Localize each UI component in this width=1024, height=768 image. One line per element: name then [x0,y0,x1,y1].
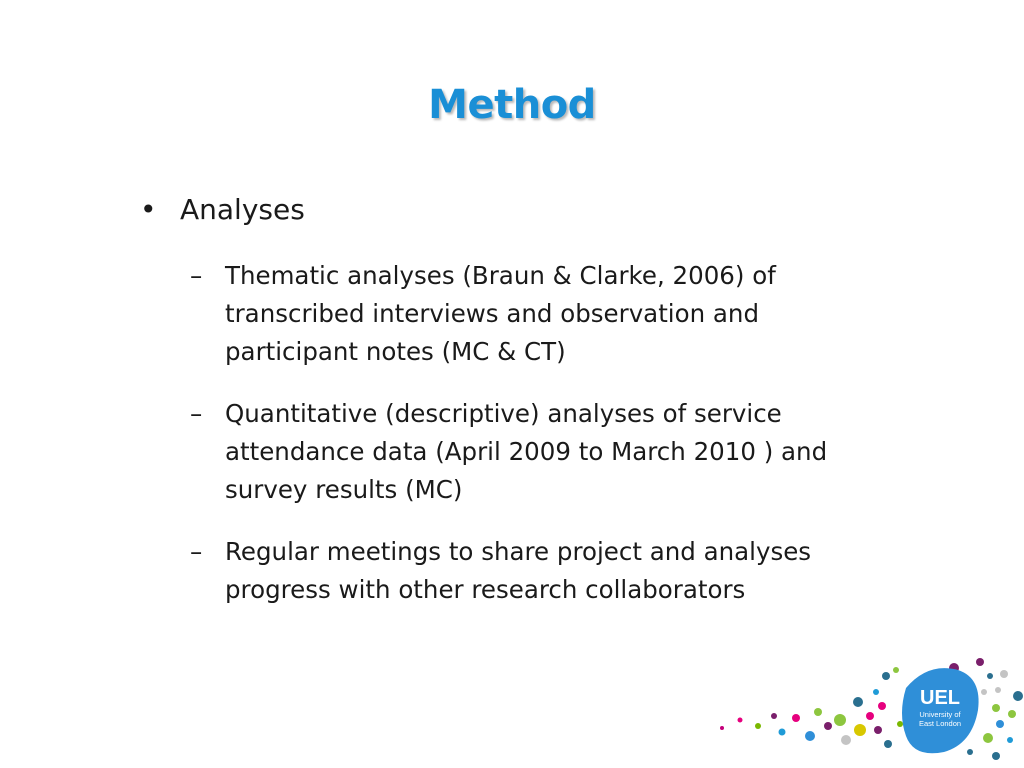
confetti-dot [866,712,874,720]
confetti-dot [779,729,786,736]
confetti-dot [853,697,863,707]
confetti-dot [814,708,822,716]
confetti-dot [792,714,800,722]
confetti-dot [824,722,832,730]
subitem-line: participant notes (MC & CT) [225,337,566,366]
subitem-line: Regular meetings to share project and analyses [225,537,812,566]
uel-logo-subtitle-line1: University of [919,710,961,719]
confetti-dot [805,731,815,741]
confetti-dot [834,714,846,726]
confetti-dot [841,735,851,745]
confetti-dot [1007,737,1013,743]
confetti-dot [995,687,1001,693]
confetti-dot [1000,670,1008,678]
dash-marker: – [190,399,203,428]
confetti-dot [996,720,1004,728]
confetti-dot [720,726,724,730]
confetti-dot [976,658,984,666]
confetti-dot [882,672,890,680]
subitem-line: Quantitative (descriptive) analyses of service [225,399,782,428]
subitem-line: transcribed interviews and observation and [225,299,760,328]
subitem-quantitative-analyses [190,395,910,509]
subitem-line: progress with other research collaborators [225,575,746,604]
confetti-dot [884,740,892,748]
dash-marker: – [190,537,203,566]
bullet-marker: • [140,193,157,226]
subitem-line: attendance data (April 2009 to March 2010 ) and [225,437,828,466]
slide-title: Method [428,82,596,128]
subitem-regular-meetings [190,533,910,609]
confetti-dot [873,689,879,695]
dash-marker: – [190,261,203,290]
confetti-dot [874,726,882,734]
bullet-label: Analyses [180,193,305,226]
confetti-dot [854,724,866,736]
confetti-dot [983,733,993,743]
confetti-dots-graphic [700,640,1024,768]
confetti-dot [992,752,1000,760]
uel-logo-area [700,640,1024,768]
confetti-dot [967,749,973,755]
confetti-dot [981,689,987,695]
confetti-dot [1008,710,1016,718]
confetti-dot [878,702,886,710]
confetti-dot [992,704,1000,712]
confetti-dot [738,718,743,723]
confetti-dot [893,667,899,673]
confetti-dot [1013,691,1023,701]
subitem-line: survey results (MC) [225,475,463,504]
confetti-dot [755,723,761,729]
subitem-line: Thematic analyses (Braun & Clarke, 2006) of [225,261,776,290]
confetti-dot [771,713,777,719]
uel-logo-subtitle-line2: East London [918,719,962,728]
uel-logo-brand: UEL [920,687,960,709]
confetti-dot [987,673,993,679]
subitem-thematic-analyses [190,257,910,371]
confetti-dot [897,721,903,727]
